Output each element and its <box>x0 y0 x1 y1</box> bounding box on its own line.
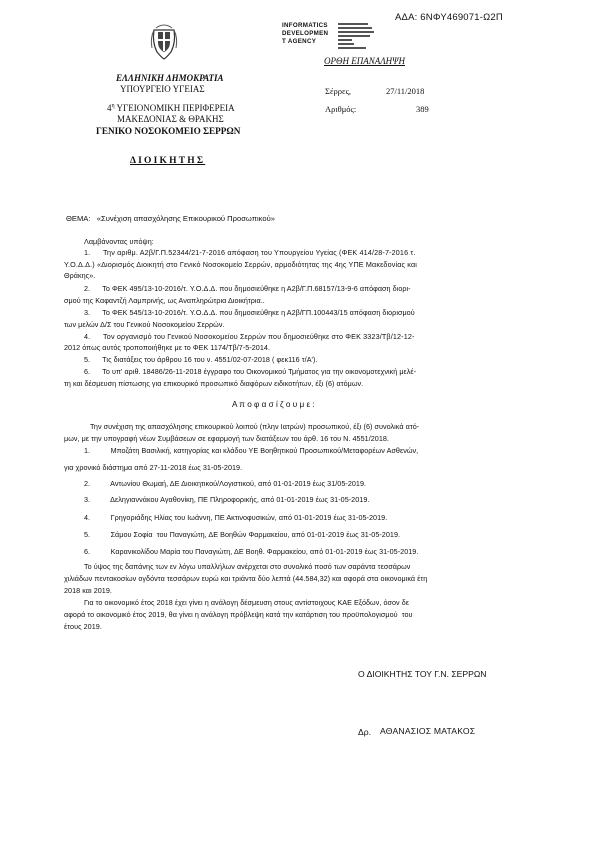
region-heading-1: $4^\eta$ ΥΓΕΙΟΝΟΜΙΚΗ ΠΕΡΙΦΕΡΕΙΑ <box>107 103 235 113</box>
orthi-epanalipsi: ΟΡΘΗ ΕΠΑΝΑΛΗΨΗ <box>324 56 406 66</box>
staff-item: 4. Γρηγοριάδης Ηλίας του Ιωάννη, ΠΕ Ακτινοφυσικών, από 01-01-2019 έως 31-05-2019. <box>84 513 388 522</box>
region-heading-2: ΜΑΚΕΔΟΝΙΑΣ & ΘΡΑΚΗΣ <box>117 114 224 124</box>
stamp-line-3: T AGENCY <box>282 38 317 45</box>
place-label: Σέρρες, <box>325 86 352 96</box>
ada-code: ΑΔΑ: 6ΝΦΥ469071-Ω2Π <box>395 12 503 23</box>
stamp-line-1: INFORMATICS <box>282 22 328 29</box>
staff-item: 5. Σάμου Σοφία του Παναγιώτη, ΔΕ Βοηθών Φαρμακείου, από 01-01-2019 έως 31-05-2019. <box>84 530 401 539</box>
closing-line: Το ύψος της δαπάνης των εν λόγω υπαλλήλων ανέρχεται στο συνολικό ποσό των σαράντα τεσσάρων <box>84 562 411 571</box>
stamp-line-2: DEVELOPMEN <box>282 30 329 37</box>
decision-line: για χρονικό διάστημα από 27-11-2018 έως 31-05-2019. <box>64 463 243 472</box>
ministry-heading: ΥΠΟΥΡΓΕΙΟ ΥΓΕΙΑΣ <box>120 84 205 94</box>
body-line: 2. Το ΦΕΚ 495/13-10-2016/τ. Υ.Ο.Δ.Δ. που δημοσιεύθηκε η Α2β/Γ.Π.68157/13-9-6 απόφαση διορι- <box>84 284 411 293</box>
staff-item: 2. Αντωνίου Θωμαή, ΔΕ Διοικητικού/Λογιστικού, από 01-01-2019 έως 31/05-2019. <box>84 479 367 488</box>
body-line: Υ.Ο.Δ.Δ.) «Διορισμός Διοικητή στο Γενικό Νοσοκομείο Σερρών, αρμοδιότητας της 4ης ΥΠΕ Μακεδονίας και <box>64 260 417 269</box>
closing-line: αφορά το οικονομικό έτος 2019, θα γίνει η ανάλογη πρόβλεψη κατά την κατάρτιση του προϋπολογισμού του <box>64 610 413 619</box>
signature-title: Ο ΔΙΟΙΚΗΤΗΣ ΤΟΥ Γ.Ν. ΣΕΡΡΩΝ <box>358 669 487 679</box>
body-line: 6. Το υπ' αριθ. 18486/26-11-2018 έγγραφο του Οικονομικού Τμήματος για την οικονομοτεχνική μελέ- <box>84 367 417 376</box>
closing-line: Για το οικονομικό έτος 2018 έχει γίνει η ανάλογη δέσμευση στους αντίστοιχους ΚΑΕ Εξόδων, όσον δε <box>84 598 410 607</box>
decision-line: μων, με την υπογραφή νέων Συμβάσεων σε εφαρμογή των διατάξεων του άρθ. 16 του Ν. 4551/2018. <box>64 434 389 443</box>
signature-name: ΑΘΑΝΑΣΙΟΣ ΜΑΤΑΚΟΣ <box>380 726 476 736</box>
closing-line: χιλιάδων πεντακοσίων ογδόντα τεσσάρων ευρώ και τριάντα δύο λεπτά (44.584,32) και αφορά στα οικονομικά έτη <box>64 574 428 583</box>
coat-of-arms-icon <box>148 20 180 62</box>
body-line: 2012 όπως αυτός τροποποιήθηκε με το ΦΕΚ 1174/Τβ/7-5-2014. <box>64 343 270 352</box>
body-line: 1. Την αριθμ. Α2β/Γ.Π.52344/21-7-2016 απόφαση του Υπουργείου Υγείας (ΦΕΚ 414/28-7-2016 τ. <box>84 248 416 257</box>
body-line: τη και δέσμευση πίστωσης για επικουρικό προσωπικό διαφόρων ειδικοτήτων, έξι (6) ατόμων. <box>64 379 364 388</box>
document-date: 27/11/2018 <box>386 86 425 96</box>
decision-title: Α π ο φ α σ ί ζ ο υ μ ε : <box>232 400 315 409</box>
subject-line: ΘΕΜΑ: «Συνέχιση απασχόλησης Επικουρικού Προσωπικού» <box>66 214 275 223</box>
number-label: Αριθμός: <box>325 104 357 114</box>
body-line: Θράκης». <box>64 271 96 280</box>
ida-stamp <box>282 22 374 50</box>
staff-item: 6. Καρανικολίδου Μαρία του Παναγιώτη, ΔΕ Βοηθ. Φαρμακείου, από 01-01-2019 έως 31-05-2019. <box>84 547 419 556</box>
decision-line: 1. Μποζάτη Βασιλική, κατηγορίας και κλάδου ΥΕ Βοηθητικού Προσωπικού/Μεταφορέων Ασθενών, <box>84 446 419 455</box>
body-line: των μελών Δ/Σ του Γενικού Νοσοκομείου Σερρών. <box>64 320 225 329</box>
hospital-heading: ΓΕΝΙΚΟ ΝΟΣΟΚΟΜΕΙΟ ΣΕΡΡΩΝ <box>96 126 241 136</box>
closing-line: έτους 2019. <box>64 622 102 631</box>
republic-heading: ΕΛΛΗΝΙΚΗ ΔΗΜΟΚΡΑΤΙΑ <box>116 73 224 83</box>
body-line: Λαμβάνοντας υπόψη: <box>84 237 154 246</box>
closing-line: 2018 και 2019. <box>64 586 112 595</box>
decision-line: Την συνέχιση της απασχόλησης επικουρικού λοιπού (πλην Ιατρών) προσωπικού, έξι (6) συνολικά ατό- <box>90 422 420 431</box>
office-heading: ΔΙΟΙΚΗΤΗΣ <box>130 156 206 166</box>
body-line: 5. Τις διατάξεις του άρθρου 16 του ν. 4551/02-07-2018 ( φεκ116 τ/Α'). <box>84 355 318 364</box>
body-line: 3. Το ΦΕΚ 545/13-10-2016/τ. Υ.Ο.Δ.Δ. που δημοσιεύθηκε η Α2β/ΓΠ.100443/15 απόφαση διορισμού <box>84 308 415 317</box>
staff-item: 3. Δεληγιαννάκου Αγαθονίκη, ΠΕ Πληροφορικής, από 01-01-2019 έως 31-05-2019. <box>84 495 370 504</box>
document-number: 389 <box>416 104 429 114</box>
signature-prefix: Δρ. <box>358 727 372 737</box>
body-line: σμού της Καφαντζή Λαμπρινής, ως Αναπληρώτρια Διοικήτρια.. <box>64 296 265 305</box>
body-line: 4. Τον οργανισμό του Γενικού Νοσοκομείου Σερρών που δημοσιεύθηκε στο ΦΕΚ 3323/Τβ/12-12- <box>84 332 415 341</box>
